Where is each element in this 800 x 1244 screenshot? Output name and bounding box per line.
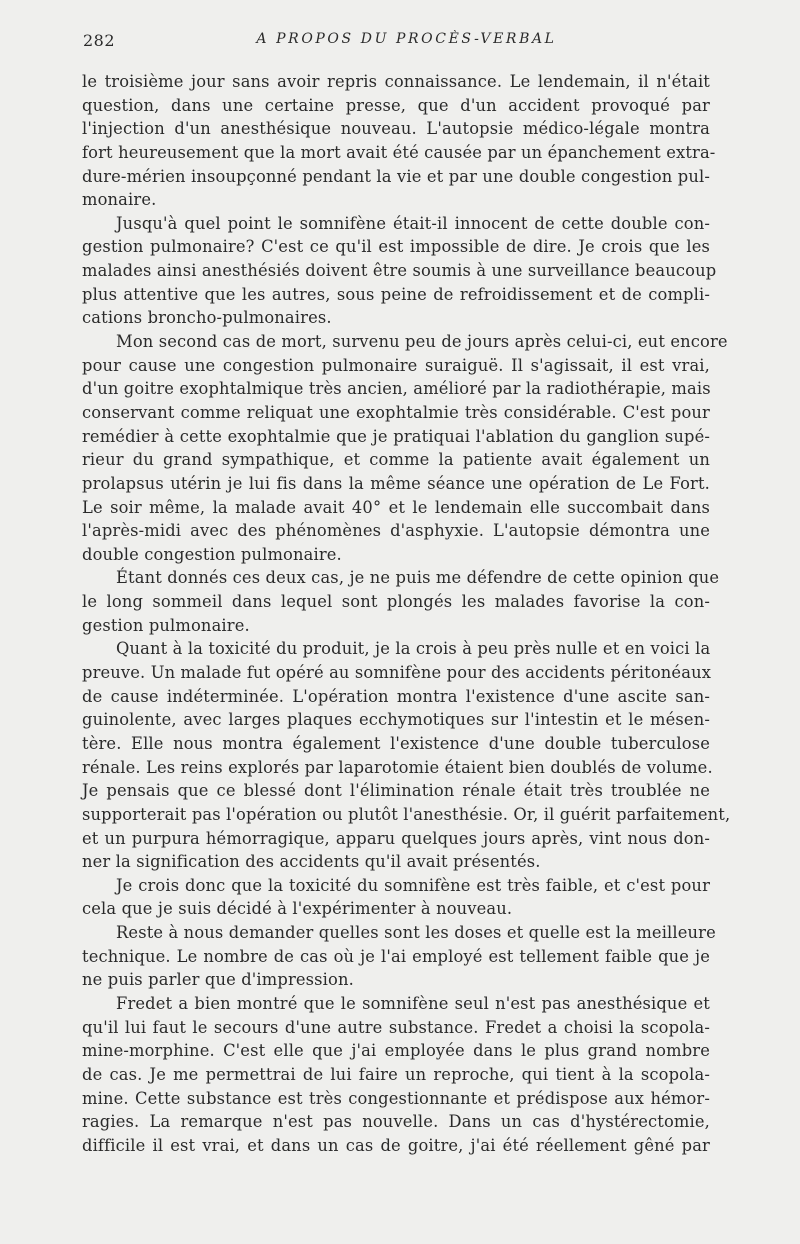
text-line: Reste à nous demander quelles sont les doses et quelle est la meilleure [116,923,716,943]
text-line: Le soir même, la malade avait 40° et le lendemain elle succombait dans [82,497,710,517]
text-line: difficile il est vrai, et dans un cas de goitre, j'ai été réellement gêné par [82,1135,710,1155]
text-line: d'un goitre exophtalmique très ancien, amélioré par la radiothérapie, mais [82,379,711,399]
text-line: pour cause une congestion pulmonaire suraiguë. Il s'agissait, il est vrai, [82,355,710,375]
text-line: technique. Le nombre de cas où je l'ai employé est tellement faible que je [82,946,710,966]
text-line: Fredet a bien montré que le somnifène seul n'est pas anesthésique et [116,993,710,1013]
text-line: tère. Elle nous montra également l'existence d'une double tuberculose [82,733,710,753]
text-line: ne puis parler que d'impression. [82,970,354,990]
text-line: qu'il lui faut le secours d'une autre substance. Fredet a choisi la scopola- [82,1017,710,1037]
text-line: Quant à la toxicité du produit, je la crois à peu près nulle et en voici la [116,639,711,659]
text-line: Je crois donc que la toxicité du somnifène est très faible, et c'est pour [116,875,710,895]
text-line: dure-mérien insoupçonné pendant la vie et par une double congestion pul- [82,166,710,186]
text-line: guinolente, avec larges plaques ecchymotiques sur l'intestin et le mésen- [82,710,710,730]
text-line: remédier à cette exophtalmie que je pratiquai l'ablation du ganglion supé- [82,426,710,446]
text-line: l'injection d'un anesthésique nouveau. L'autopsie médico-légale montra [82,119,710,139]
text-line: monaire. [82,190,157,210]
text-line: Étant donnés ces deux cas, je ne puis me défendre de cette opinion que [116,568,720,588]
text-line: conservant comme reliquat une exophtalmie très considérable. C'est pour [82,402,710,422]
text-line: ner la signification des accidents qu'il avait présentés. [82,852,541,872]
text-line: question, dans une certaine presse, que d'un accident provoqué par [82,95,710,115]
text-line: plus attentive que les autres, sous peine de refroidissement et de compli- [82,284,710,304]
text-line: de cas. Je me permettrai de lui faire un reproche, qui tient à la scopola- [82,1064,710,1084]
text-line: de cause indéterminée. L'opération montra l'existence d'une ascite san- [82,686,710,706]
text-line: Jusqu'à quel point le somnifène était-il innocent de cette double con- [116,213,710,233]
text-line: cela que je suis décidé à l'expérimenter à nouveau. [82,899,513,919]
running-title: A PROPOS DU PROCÈS-VERBAL [256,31,557,47]
text-line: Mon second cas de mort, survenu peu de jours après celui-ci, eut encore [116,332,728,352]
text-line: l'après-midi avec des phénomènes d'asphyxie. L'autopsie démontra une [82,521,710,541]
text-line: gestion pulmonaire? C'est ce qu'il est impossible de dire. Je crois que les [82,237,710,257]
text-line: fort heureusement que la mort avait été causée par un épanchement extra- [82,142,716,162]
text-line: Je pensais que ce blessé dont l'élimination rénale était très troublée ne [82,781,710,801]
text-line: double congestion pulmonaire. [82,544,342,564]
text-line: et un purpura hémorragique, apparu quelques jours après, vint nous don- [82,828,710,848]
text-line: cations broncho-pulmonaires. [82,308,332,328]
text-line: prolapsus utérin je lui fis dans la même séance une opération de Le Fort. [82,473,710,493]
text-line: rieur du grand sympathique, et comme la patiente avait également un [82,450,710,470]
text-line: le troisième jour sans avoir repris connaissance. Le lendemain, il n'était [82,72,710,91]
page-header [83,31,710,55]
text-line: preuve. Un malade fut opéré au somnifène pour des accidents péritonéaux [82,663,712,683]
text-line: malades ainsi anesthésiés doivent être soumis à une surveillance beaucoup [82,261,717,281]
text-line: le long sommeil dans lequel sont plongés les malades favorise la con- [82,592,710,612]
body-text [82,70,731,1157]
text-line: ragies. La remarque n'est pas nouvelle. Dans un cas d'hystérectomie, [82,1112,710,1132]
text-line: rénale. Les reins explorés par laparotomie étaient bien doublés de volume. [82,757,713,777]
text-line: gestion pulmonaire. [82,615,250,635]
page-number: 282 [83,31,116,50]
text-line: mine. Cette substance est très congestionnante et prédispose aux hémor- [82,1088,710,1108]
text-line: mine-morphine. C'est elle que j'ai employée dans le plus grand nombre [82,1041,710,1061]
text-line: supporterait pas l'opération ou plutôt l'anesthésie. Or, il guérit parfaitement, [82,804,731,824]
